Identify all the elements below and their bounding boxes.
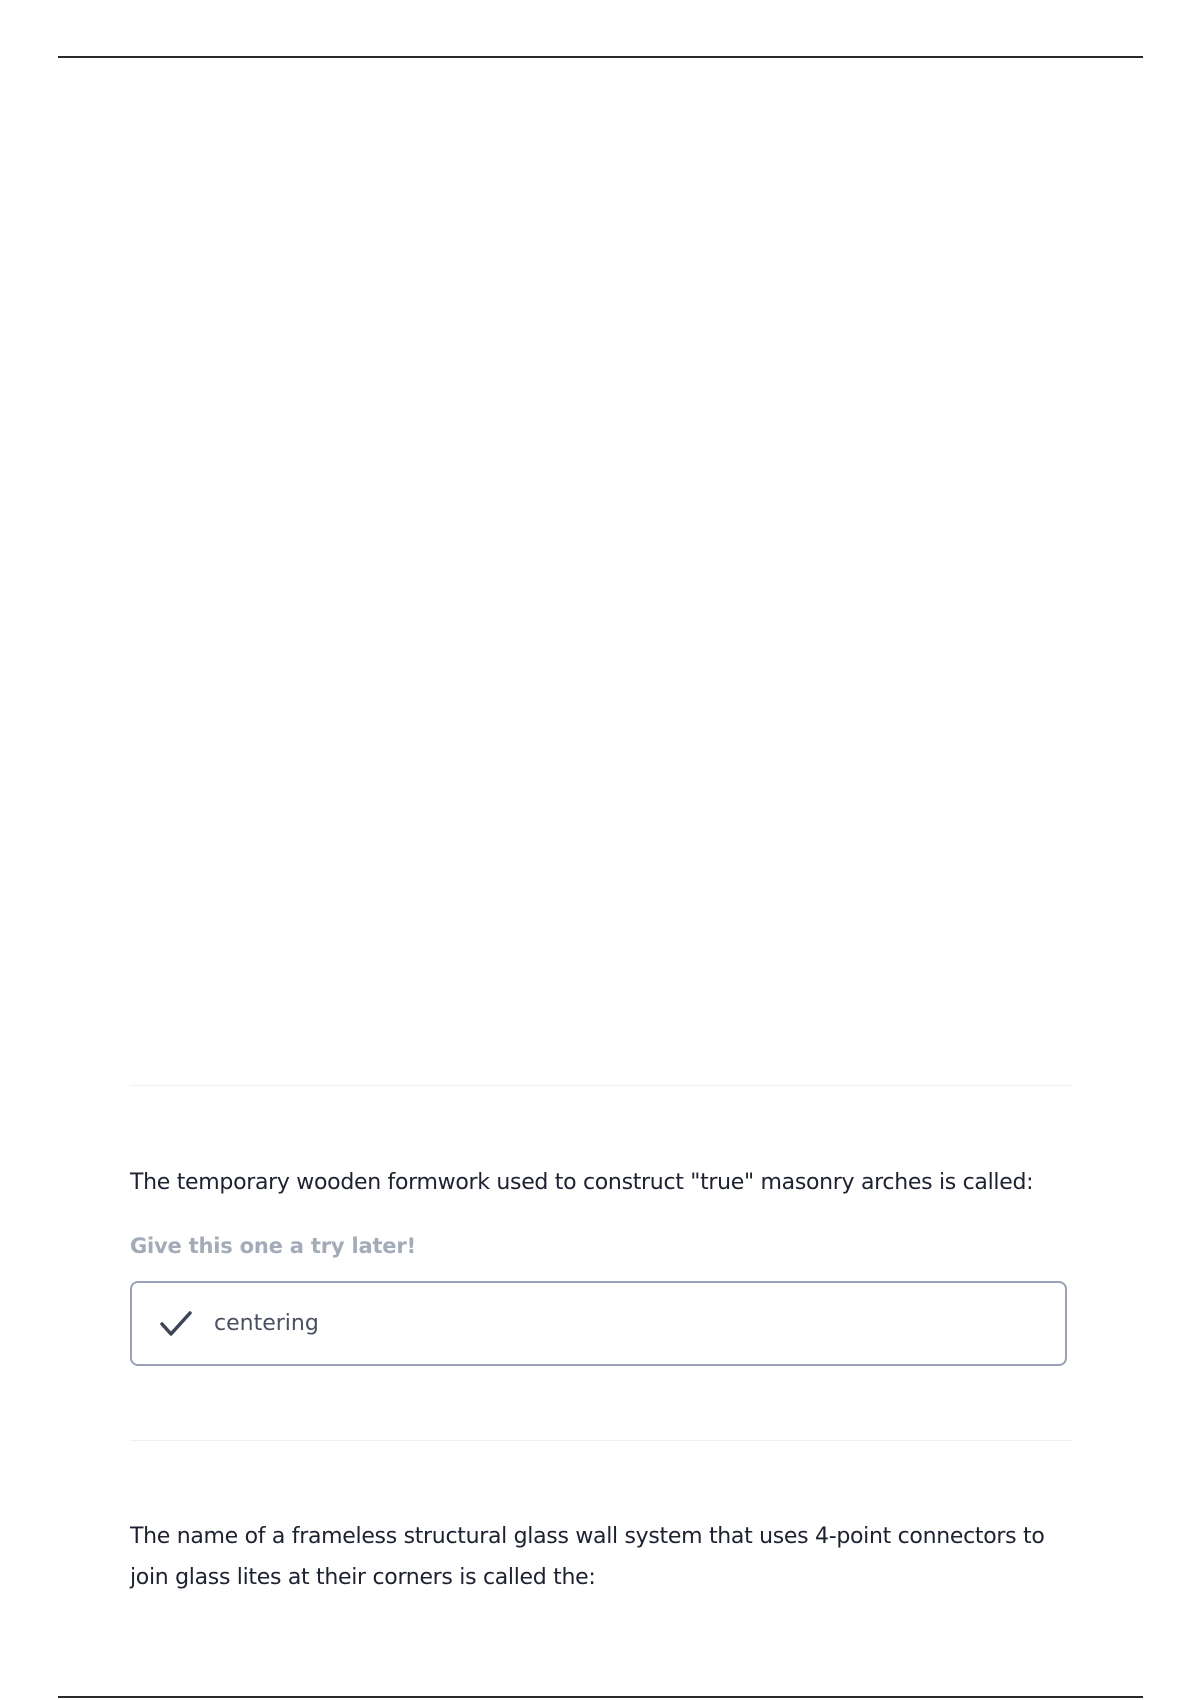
question-text: The name of a frameless structural glass wall system that uses 4-point connectors to join glass lites at their corners is called the:: [130, 1524, 1045, 1590]
check-icon: [158, 1306, 194, 1342]
page-top-rule: [58, 56, 1143, 58]
question-divider: [130, 1440, 1072, 1441]
question-text: The temporary wooden formwork used to construct "true" masonry arches is called:: [130, 1170, 1034, 1195]
answer-text: centering: [214, 1311, 319, 1336]
question-divider: [130, 1085, 1072, 1086]
page-bottom-rule: [58, 1696, 1143, 1698]
try-later-hint: Give this one a try later!: [130, 1234, 416, 1258]
flashcard-list: [130, 1085, 1072, 1598]
answer-option[interactable]: [130, 1281, 1067, 1366]
